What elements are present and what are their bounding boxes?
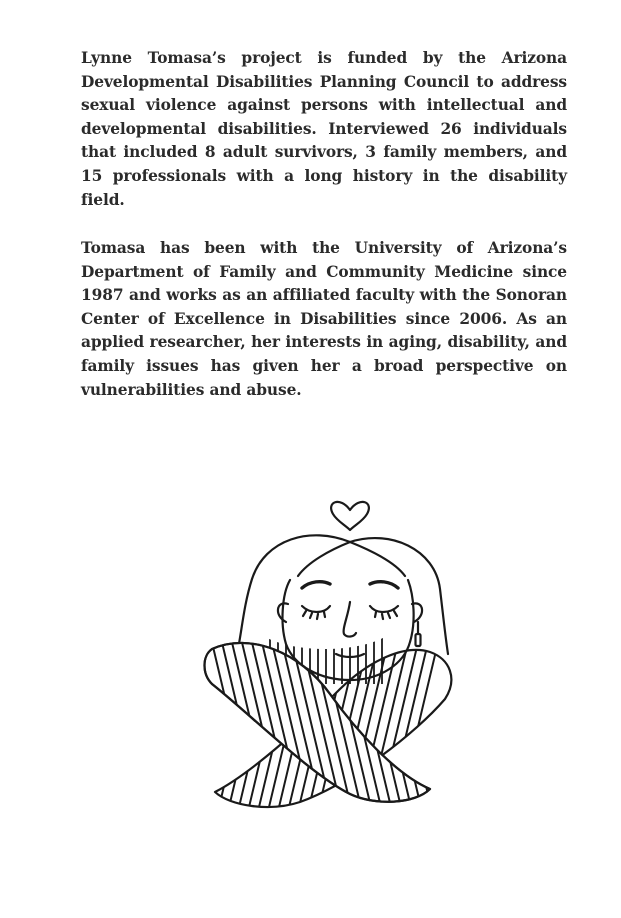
researcher-bio-paragraph: Tomasa has been with the University of Arizona’s Department of Family and Community Medicine since 1987 and works as an affiliated faculty with the Sonoran Center of Excellence in Disabilities since 2006. As an applied researcher, her interests in aging, disability, and family issues has given her a broad perspective on vulnerabilities and abuse. xyxy=(81,239,567,399)
project-description-paragraph: Lynne Tomasa’s project is funded by the Arizona Developmental Disabilities Planning Council to address sexual violence against persons with intellectual and developmental disabilities. Interviewed 26 individuals that included 8 adult survivors, 3 family members, and 15 professionals with a long history in the disability field. xyxy=(81,49,567,209)
woman-hugging-illustration xyxy=(190,484,460,824)
hair-outline xyxy=(238,535,350,649)
heart-icon xyxy=(331,502,369,530)
